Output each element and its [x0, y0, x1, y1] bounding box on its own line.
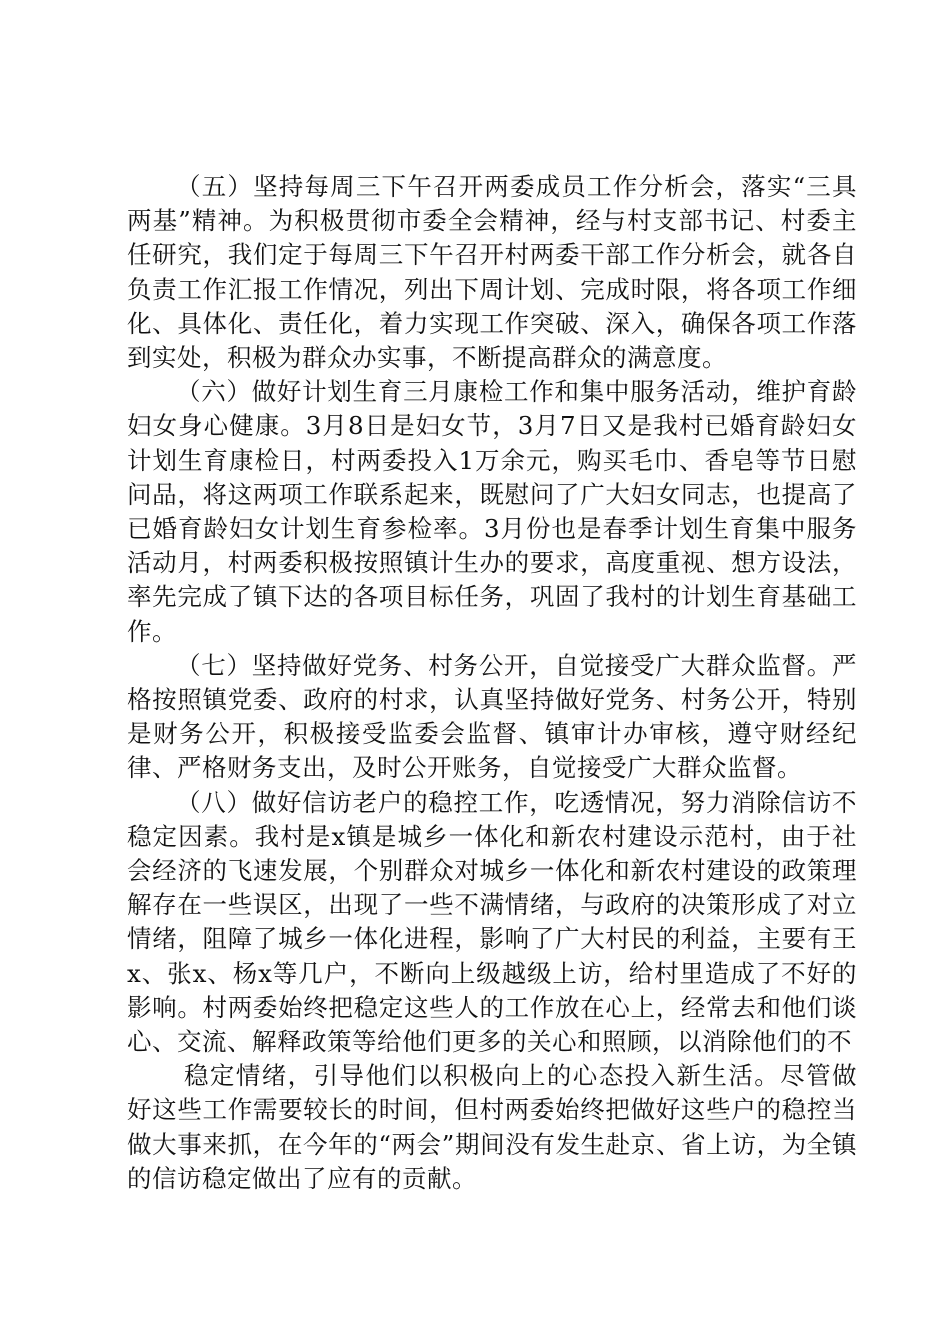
paragraph-5: （五）坚持每周三下午召开两委成员工作分析会，落实“三具两基”精神。为积极贯彻市委全会精神，经与村支部书记、村委主任研究，我们定于每周三下午召开村两委干部工作分析会，就各自负责工作汇报工作情况，列出下周计划、完成时限，将各项工作细化、具体化、责任化，着力实现工作突破、深入，确保各项工作落到实处，积极为群众办实事，不断提高群众的满意度。 [127, 172, 857, 373]
paragraph-8-continued: 稳定情绪，引导他们以积极向上的心态投入新生活。尽管做好这些工作需要较长的时间，但村两委始终把做好这些户的稳控当做大事来抓，在今年的“两会”期间没有发生赴京、省上访，为全镇的信访稳定做出了应有的贡献。 [127, 1061, 857, 1193]
paragraph-8: （八）做好信访老户的稳控工作，吃透情况，努力消除信访不稳定因素。我村是x镇是城乡一体化和新农村建设示范村，由于社会经济的飞速发展，个别群众对城乡一体化和新农村建设的政策理解存在一些误区，出现了一些不满情绪，与政府的决策形成了对立情绪，阻障了城乡一体化进程，影响了广大村民的利益，主要有王x、张x、杨x等几户，不断向上级越级上访，给村里造成了不好的影响。村两委始终把稳定这些人的工作放在心上，经常去和他们谈心、交流、解释政策等给他们更多的关心和照顾，以消除他们的不 [127, 787, 857, 1057]
document-body [127, 170, 857, 1196]
paragraph-7: （七）坚持做好党务、村务公开，自觉接受广大群众监督。严格按照镇党委、政府的村求，认真坚持做好党务、村务公开，特别是财务公开，积极接受监委会监督、镇审计办审核，遵守财经纪律、严格财务支出，及时公开账务，自觉接受广大群众监督。 [127, 650, 857, 783]
paragraph-6: （六）做好计划生育三月康检工作和集中服务活动，维护育龄妇女身心健康。3月8日是妇女节，3月7日又是我村已婚育龄妇女计划生育康检日，村两委投入1万余元，购买毛巾、香皂等节日慰问品，将这两项工作联系起来，既慰问了广大妇女同志，也提高了已婚育龄妇女计划生育参检率。3月份也是春季计划生育集中服务活动月，村两委积极按照镇计生办的要求，高度重视、想方设法，率先完成了镇下达的各项目标任务，巩固了我村的计划生育基础工作。 [127, 377, 857, 646]
